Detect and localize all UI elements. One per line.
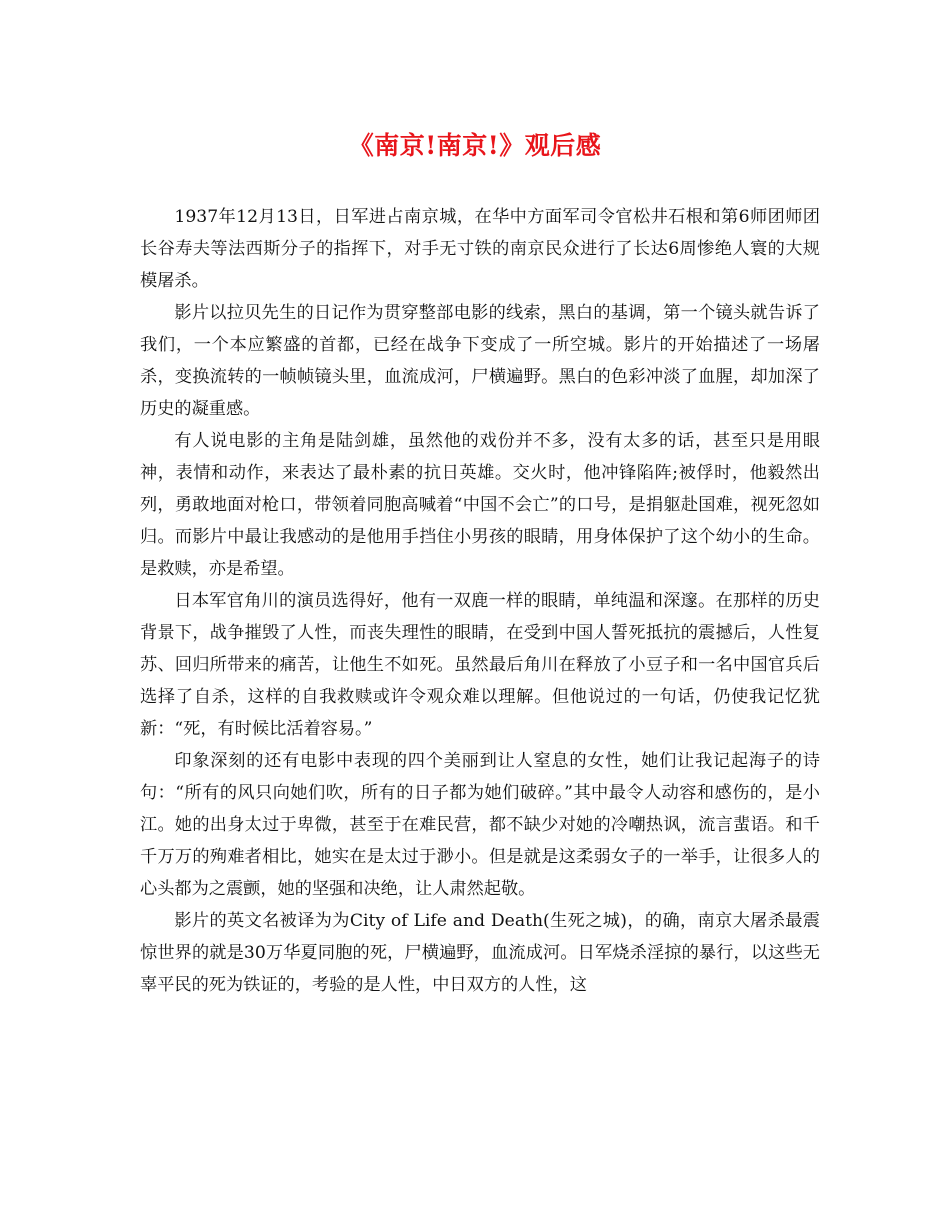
paragraph-1: 1937年12月13日，日军进占南京城，在华中方面军司令官松井石根和第6师团师团长谷寿夫等法西斯分子的指挥下，对手无寸铁的南京民众进行了长达6周惨绝人寰的大规模屠杀。 [140,207,820,291]
paragraph-6: 影片的英文名被译为为City of Life and Death(生死之城)，的确，南京大屠杀最震惊世界的就是30万华夏同胞的死，尸横遍野，血流成河。日军烧杀淫掠的暴行，以这些无辜平民的死为铁证的，考验的是人性，中日双方的人性，这 [140,911,820,995]
paragraph-2: 影片以拉贝先生的日记作为贯穿整部电影的线索，黑白的基调，第一个镜头就告诉了我们，一个本应繁盛的首都，已经在战争下变成了一所空城。影片的开始描述了一场屠杀，变换流转的一帧帧镜头里，血流成河，尸横遍野。黑白的色彩冲淡了血腥，却加深了历史的凝重感。 [140,303,820,419]
paragraph-4: 日本军官角川的演员选得好，他有一双鹿一样的眼睛，单纯温和深邃。在那样的历史背景下，战争摧毁了人性，而丧失理性的眼睛，在受到中国人誓死抵抗的震撼后，人性复苏、回归所带来的痛苦，让他生不如死。虽然最后角川在释放了小豆子和一名中国官兵后选择了自杀，这样的自我救赎或许令观众难以理解。但他说过的一句话，仍使我记忆犹新：“死，有时候比活着容易。” [140,591,820,739]
article-body [140,201,820,1001]
paragraph-5: 印象深刻的还有电影中表现的四个美丽到让人窒息的女性，她们让我记起海子的诗句：“所有的风只向她们吹，所有的日子都为她们破碎。”其中最令人动容和感伤的，是小江。她的出身太过于卑微，甚至于在难民营，都不缺少对她的冷嘲热讽，流言蜚语。和千千万万的殉难者相比，她实在是太过于渺小。但是就是这柔弱女子的一举手，让很多人的心头都为之震颤，她的坚强和决绝，让人肃然起敬。 [140,751,820,899]
paragraph-3: 有人说电影的主角是陆剑雄，虽然他的戏份并不多，没有太多的话，甚至只是用眼神，表情和动作，来表达了最朴素的抗日英雄。交火时，他冲锋陷阵;被俘时，他毅然出列，勇敢地面对枪口，带领着同胞高喊着“中国不会亡”的口号，是捐躯赴国难，视死忽如归。而影片中最让我感动的是他用手挡住小男孩的眼睛，用身体保护了这个幼小的生命。是救赎，亦是希望。 [140,431,820,579]
page-title: 《南京!南京!》观后感 [348,131,602,160]
